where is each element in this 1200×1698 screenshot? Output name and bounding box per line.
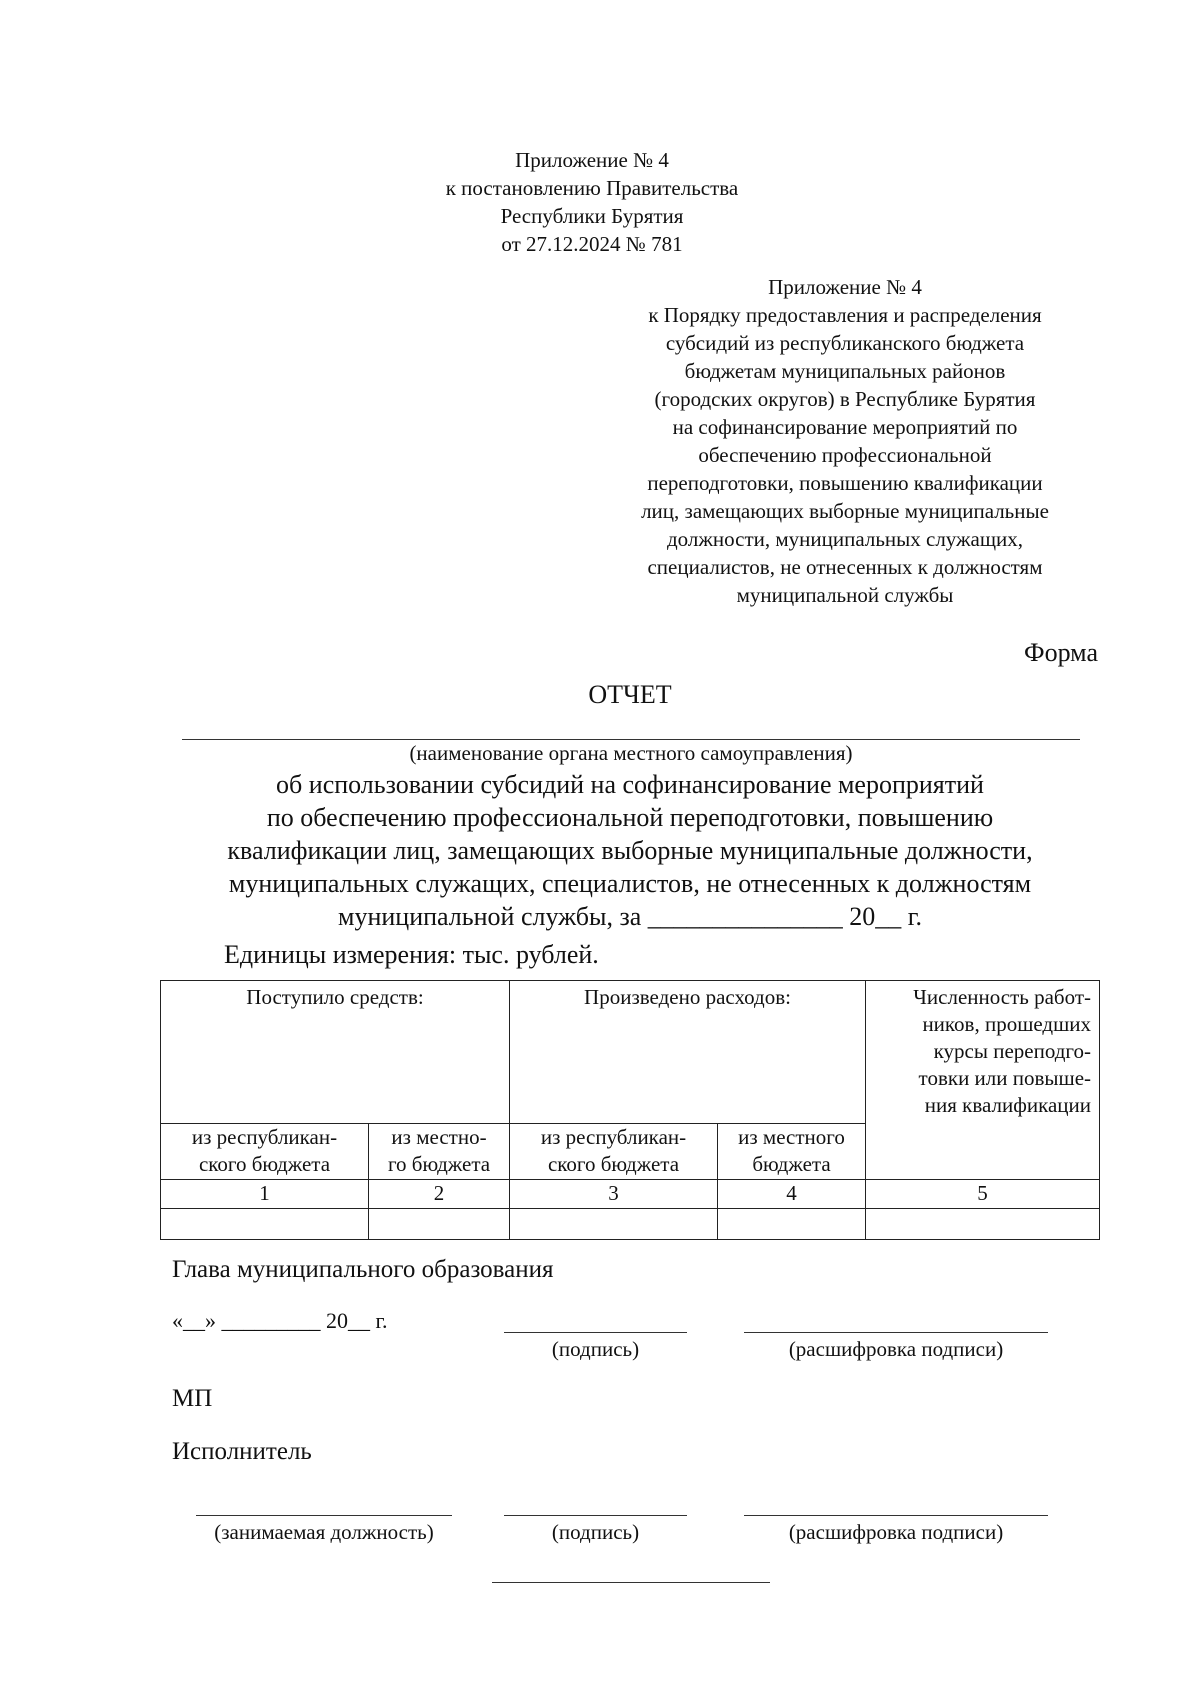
head-signature-caption: (подпись) xyxy=(551,1337,640,1361)
appendix-2-line-11: специалистов, не отнесенных к должностям xyxy=(647,555,1043,579)
appendix-2-line-12: муниципальной службы xyxy=(736,583,954,607)
header-count-line-3: курсы переподго- xyxy=(933,1039,1092,1063)
subheader-1-line-1: из республикан- xyxy=(191,1125,338,1149)
appendix-2-line-9: лиц, замещающих выборные муниципальные xyxy=(641,499,1049,523)
appendix-1-line-3: Республики Бурятия xyxy=(500,204,684,228)
appendix-2-line-5: (городских округов) в Республике Бурятия xyxy=(654,387,1036,411)
appendix-2-line-1: Приложение № 4 xyxy=(768,275,922,299)
subheader-2-line-1: из местно- xyxy=(391,1125,487,1149)
data-cell-4 xyxy=(718,1209,866,1240)
appendix-2-line-7: обеспечению профессиональной xyxy=(698,443,992,467)
appendix-2-line-4: бюджетам муниципальных районов xyxy=(684,359,1006,383)
head-label: Глава муниципального образования xyxy=(172,1256,554,1283)
header-count-line-4: товки или повыше- xyxy=(918,1066,1092,1090)
column-number-1: 1 xyxy=(161,1180,369,1209)
subheader-local-spent xyxy=(718,1124,866,1180)
table-header-row xyxy=(161,981,1100,1124)
header-count-line-5: ния квалификации xyxy=(924,1093,1092,1117)
appendix-1-line-1: Приложение № 4 xyxy=(515,148,669,172)
subheader-republic-received xyxy=(161,1124,369,1180)
heading-line-3: квалификации лиц, замещающих выборные муниципальные должности, xyxy=(227,836,1033,865)
executor-signature-line xyxy=(504,1515,687,1516)
header-received-text: Поступило средств: xyxy=(246,985,424,1009)
appendix-2-line-10: должности, муниципальных служащих, xyxy=(666,527,1024,551)
table-number-row xyxy=(161,1180,1100,1209)
executor-decoding-caption: (расшифровка подписи) xyxy=(788,1520,1004,1544)
position-line xyxy=(196,1515,452,1516)
subheader-4-line-2: бюджета xyxy=(752,1152,831,1176)
subheader-1-line-2: ского бюджета xyxy=(198,1152,331,1176)
data-cell-5 xyxy=(866,1209,1100,1240)
heading-line-5: муниципальной службы, за _______________ 20__ г. xyxy=(338,902,922,931)
subheader-local-received xyxy=(369,1124,510,1180)
data-cell-2 xyxy=(369,1209,510,1240)
report-heading xyxy=(170,768,1090,933)
header-received xyxy=(161,981,510,1124)
stamp-label: МП xyxy=(172,1385,213,1412)
appendix-2-line-2: к Порядку предоставления и распределения xyxy=(648,303,1042,327)
data-cell-1 xyxy=(161,1209,369,1240)
header-count-line-2: ников, прошедших xyxy=(922,1012,1092,1036)
appendix-2-line-8: переподготовки, повышению квалификации xyxy=(647,471,1043,495)
header-spent xyxy=(510,981,866,1124)
date-line: «__» _________ 20__ г. xyxy=(172,1308,388,1333)
column-number-2: 2 xyxy=(369,1180,510,1209)
units-label: Единицы измерения: тыс. рублей. xyxy=(224,940,599,969)
report-title: ОТЧЕТ xyxy=(588,680,672,709)
org-name-line xyxy=(182,739,1080,740)
table-data-row xyxy=(161,1209,1100,1240)
executor-decoding-line xyxy=(744,1515,1048,1516)
form-label: Форма xyxy=(1024,638,1098,667)
heading-line-2: по обеспечению профессиональной переподготовки, повышению xyxy=(266,803,994,832)
head-signature-line xyxy=(504,1332,687,1333)
appendix-2-line-3: субсидий из республиканского бюджета xyxy=(665,331,1025,355)
appendix-1-line-2: к постановлению Правительства xyxy=(445,176,739,200)
column-number-4: 4 xyxy=(718,1180,866,1209)
appendix-1-line-4: от 27.12.2024 № 781 xyxy=(501,232,683,256)
head-decoding-line xyxy=(744,1332,1048,1333)
executor-label: Исполнитель xyxy=(172,1438,312,1465)
subheader-3-line-1: из республикан- xyxy=(540,1125,687,1149)
heading-line-4: муниципальных служащих, специалистов, не отнесенных к должностям xyxy=(228,869,1032,898)
header-count-line-1: Численность работ- xyxy=(913,985,1092,1009)
data-cell-3 xyxy=(510,1209,718,1240)
closing-divider xyxy=(492,1582,770,1583)
heading-line-1: об использовании субсидий на софинансирование мероприятий xyxy=(276,770,984,799)
header-count xyxy=(866,981,1100,1180)
subheader-3-line-2: ского бюджета xyxy=(547,1152,680,1176)
subheader-4-line-1: из местного xyxy=(738,1125,845,1149)
column-number-3: 3 xyxy=(510,1180,718,1209)
head-decoding-caption: (расшифровка подписи) xyxy=(788,1337,1004,1361)
subheader-2-line-2: го бюджета xyxy=(387,1152,491,1176)
org-name-caption: (наименование органа местного самоуправления) xyxy=(409,741,853,765)
position-caption: (занимаемая должность) xyxy=(214,1520,434,1544)
report-table xyxy=(160,980,1100,1240)
executor-signature-caption: (подпись) xyxy=(551,1520,640,1544)
appendix-2-line-6: на софинансирование мероприятий по xyxy=(672,415,1018,439)
header-spent-text: Произведено расходов: xyxy=(584,985,791,1009)
subheader-republic-spent xyxy=(510,1124,718,1180)
column-number-5: 5 xyxy=(866,1180,1100,1209)
